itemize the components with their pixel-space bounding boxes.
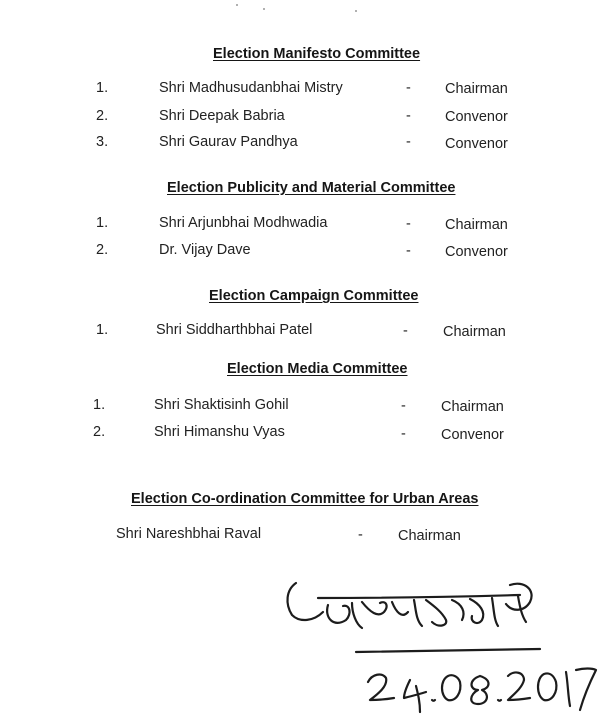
member-number: 2. (96, 108, 109, 124)
member-name: Shri Gaurav Pandhya (159, 134, 298, 150)
member-role: Convenor (445, 109, 508, 125)
member-role: Convenor (441, 427, 504, 443)
member-role: Chairman (398, 528, 461, 544)
member-name: Shri Siddharthbhai Patel (156, 322, 313, 338)
member-dash: - (406, 134, 411, 150)
member-dash: - (401, 426, 406, 442)
committee-heading: Election Manifesto Committee (213, 46, 421, 62)
member-dash: - (403, 323, 408, 339)
member-dash: - (358, 527, 363, 543)
member-role: Convenor (445, 136, 508, 152)
member-number: 1. (96, 80, 109, 96)
member-name: Shri Nareshbhai Raval (116, 526, 262, 542)
member-number: 2. (93, 424, 106, 440)
member-number: 3. (96, 134, 109, 150)
committee-heading: Election Co-ordination Committee for Urban Areas (131, 491, 479, 507)
member-number: 2. (96, 242, 109, 258)
member-number: 1. (93, 397, 106, 413)
member-number: 1. (96, 322, 109, 338)
member-name: Shri Deepak Babria (159, 108, 285, 124)
member-role: Chairman (441, 399, 504, 415)
member-role: Chairman (443, 324, 506, 340)
member-name: Shri Arjunbhai Modhwadia (159, 215, 328, 231)
member-role: Chairman (445, 81, 508, 97)
member-dash: - (401, 398, 406, 414)
member-name: Dr. Vijay Dave (159, 242, 251, 258)
member-dash: - (406, 80, 411, 96)
member-name: Shri Madhusudanbhai Mistry (159, 80, 343, 96)
committee-heading: Election Campaign Committee (209, 288, 419, 304)
committee-heading: Election Media Committee (227, 361, 408, 377)
member-dash: - (406, 108, 411, 124)
member-role: Convenor (445, 244, 508, 260)
member-dash: - (406, 216, 411, 232)
member-name: Shri Himanshu Vyas (154, 424, 285, 440)
member-name: Shri Shaktisinh Gohil (154, 397, 289, 413)
member-number: 1. (96, 215, 109, 231)
committee-heading: Election Publicity and Material Committee (167, 180, 456, 196)
member-role: Chairman (445, 217, 508, 233)
member-dash: - (406, 243, 411, 259)
